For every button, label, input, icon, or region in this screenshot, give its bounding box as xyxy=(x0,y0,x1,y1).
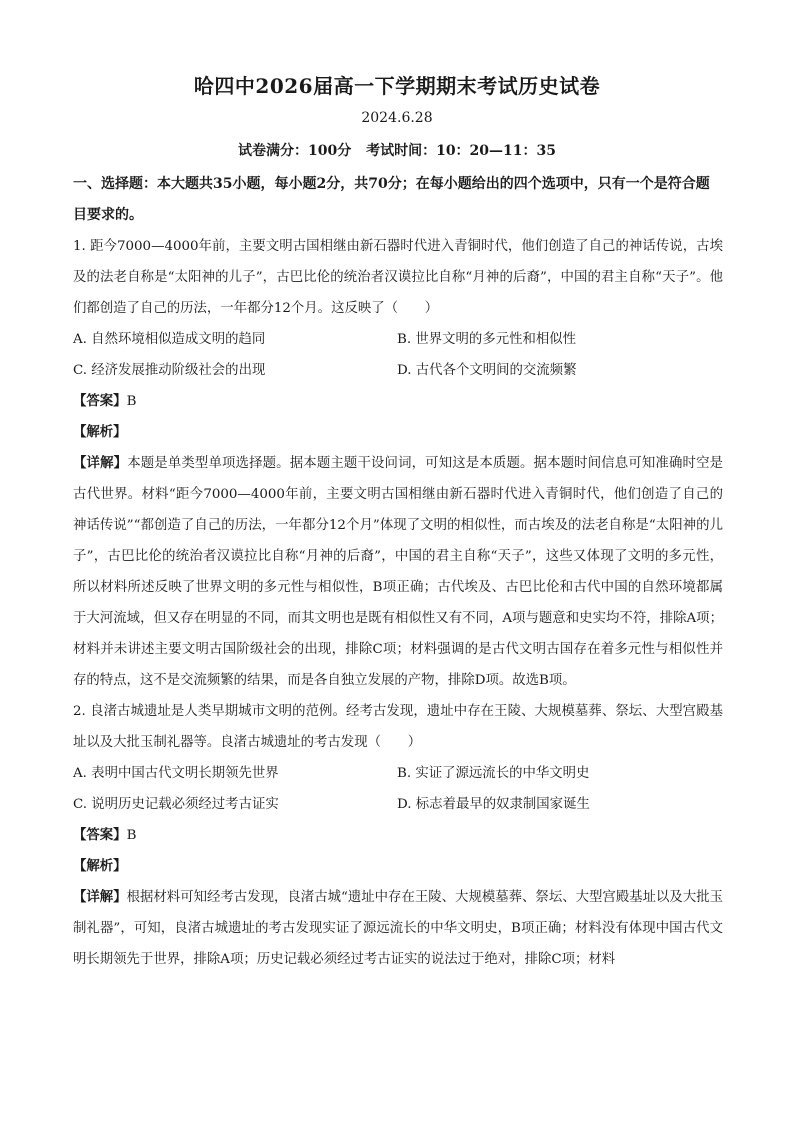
answer-tag: 【答案】 xyxy=(73,827,127,843)
answer-line-2 xyxy=(73,820,723,851)
answer-value: B xyxy=(126,394,137,409)
detail-paragraph-2 xyxy=(73,882,723,975)
option-d: D. 标志着最早的奴隶制国家诞生 xyxy=(397,797,590,812)
answer-line-1 xyxy=(73,386,723,417)
detail-tag: 【详解】 xyxy=(73,455,128,471)
page-title: 哈四中2026届高一下学期期末考试历史试卷 xyxy=(193,74,601,98)
detail-paragraph-1 xyxy=(73,448,723,696)
option-c: C. 经济发展推动阶级社会的出现 xyxy=(73,363,266,378)
detail-text: 本题是单类型单项选择题。据本题主题干设问词，可知这是本质题。据本题时间信息可知准确时空是古代世界。材料“距今7000—4000年前，主要文明古国相继由新石器时代进入青铜时代，他们创造了自己的神话传说”“都创造了自己的历法，一年都分12个月”体现了文明的相似性，而古埃及的法老自称是“太阳神的儿子”，古巴比伦的统治者汉谟拉比自称“月神的后裔”，中国的君主自称“天子”，这些又体现了文明的多元性，所以材料所述反映了世界文明的多元性与相似性，B项正确；古代埃及、古巴比伦和古代中国的自然环境都属于大河流域，但又存在明显的不同，而其文明也是既有相似性又有不同，A项与题意和史实均不符，排除A项；材料并未讲述主要文明古国阶级社会的出现，排除C项；材料强调的是古代文明古国存在着多元性与相似性并存的特点，这不是交流频繁的结果，而是各自独立发展的产物，排除D项。故选B项。 xyxy=(73,456,724,688)
question-stem-2: 2. 良渚古城遗址是人类早期城市文明的范例。经考古发现，遗址中存在王陵、大规模墓葬、祭坛、大型宫殿基址以及大批玉制礼器等。良渚古城遗址的考古发现（ ） xyxy=(73,704,723,750)
question-stem-1: 1. 距今7000—4000年前，主要文明古国相继由新石器时代进入青铜时代，他们创造了自己的神话传说，古埃及的法老自称是“太阳神的儿子”，古巴比伦的统治者汉谟拉比自称“月神的后裔”，中国的君主自称“天子”。他们都创造了自己的历法，一年都分12个月。这反映了（ ） xyxy=(73,239,723,316)
exam-content xyxy=(73,169,723,975)
option-a: A. 自然环境相似造成文明的趋同 xyxy=(73,332,266,347)
section-heading: 一、选择题：本大题共35小题，每小题2分，共70分；在每小题给出的四个选项中，只有一个是符合题目要求的。 xyxy=(73,176,710,223)
analysis-line-1 xyxy=(73,417,723,448)
exam-time: 考试时间：10：20—11：35 xyxy=(366,143,557,159)
answer-value: B xyxy=(126,828,137,843)
detail-text: 根据材料可知经考古发现，良渚古城“遗址中存在王陵、大规模墓葬、祭坛、大型宫殿基址以及大批玉制礼器”，可知，良渚古城遗址的考古发现实证了源远流长的中华文明史，B项正确；材料没有体现中国古代文明长期领先于世界，排除A项；历史记载必须经过考古证实的说法过于绝对，排除C项；材料 xyxy=(73,890,724,967)
option-a: A. 表明中国古代文明长期领先世界 xyxy=(73,766,279,781)
analysis-tag: 【解析】 xyxy=(73,858,127,874)
option-b: B. 世界文明的多元性和相似性 xyxy=(397,332,577,347)
full-score: 试卷满分：100分 xyxy=(237,143,352,159)
option-b: B. 实证了源远流长的中华文明史 xyxy=(397,766,590,781)
analysis-line-2 xyxy=(73,851,723,882)
analysis-tag: 【解析】 xyxy=(73,424,127,440)
exam-meta xyxy=(0,140,794,160)
exam-date: 2024.6.28 xyxy=(361,110,433,126)
question-options-1 xyxy=(73,324,723,386)
detail-tag: 【详解】 xyxy=(73,889,127,905)
question-options-2 xyxy=(73,758,723,820)
option-d: D. 古代各个文明间的交流频繁 xyxy=(397,363,577,378)
answer-tag: 【答案】 xyxy=(73,393,127,409)
option-c: C. 说明历史记载必须经过考古证实 xyxy=(73,797,279,812)
